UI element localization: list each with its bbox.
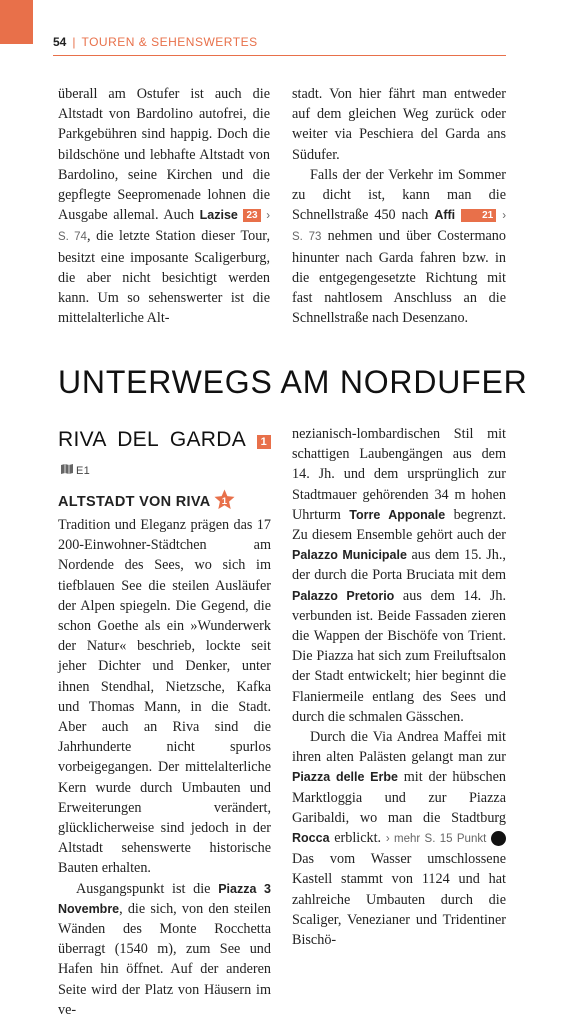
section-title: UNTERWEGS AM NORDUFER	[58, 364, 528, 400]
point-number-badge: 27	[491, 831, 506, 846]
page-reference[interactable]: › S. 73	[292, 210, 507, 244]
place-piazza-3-novembre: Piazza 3 Novembre	[58, 881, 272, 916]
place-piazza-delle-erbe: Piazza delle Erbe	[292, 770, 398, 785]
page-number: 54	[53, 35, 67, 49]
bottom-right-column	[292, 424, 520, 950]
star-icon	[214, 489, 235, 510]
page-reference[interactable]: › S. 74	[58, 210, 271, 244]
text: Durch die Via Andrea Maffei mit ihren alten Palästen gelangt man zur	[292, 729, 506, 766]
text: Ausgangspunkt ist die	[76, 880, 219, 897]
paragraph	[58, 84, 270, 328]
paragraph	[292, 165, 506, 329]
page-corner-tab	[0, 0, 33, 44]
place-affi: Affi	[434, 208, 456, 223]
top-right-column	[292, 84, 506, 328]
text: überall am Ostufer ist auch die Altstadt von Bardolino autofrei, die Parkgebühren sind happig. Doch die bildschöne und lebhafte Altstadt von Bardolino, seine Kirchen und die gepflegte Seepromenade lohnen die Ausgabe allemal. Auch	[58, 86, 270, 224]
header-separator: |	[72, 35, 76, 49]
place-palazzo-municipale: Palazzo Municipale	[292, 548, 407, 563]
paragraph	[58, 879, 271, 1020]
place-badge: 23	[243, 209, 260, 222]
text: nezianisch-lombardischen Stil mit schattigen Laubengängen aus dem 14. Jh. und dem ursprünglich zur Stadtmauer gehörenden 34 m hohen Uhrturm	[292, 426, 506, 523]
map-book-icon	[61, 464, 73, 474]
place-rocca: Rocca	[292, 831, 330, 846]
place-badge: 1	[257, 435, 271, 449]
header-section: TOUREN & SEHENSWERTES	[81, 35, 258, 49]
place-badge: 21	[461, 209, 496, 222]
text: , die letzte Station dieser Tour, besitzt eine imposante Scaligerburg, die aber nicht besichtigt werden kann. Um so sehenswerter ist die mittelalterliche Alt-	[58, 228, 271, 327]
paragraph	[292, 727, 520, 950]
paragraph: Tradition und Eleganz prägen das 17 200-Einwohner-Städtchen am Nordende des Sees, wo sich im tiefblauen See die steilen Ausläufer der Alpen spiegeln. Die Gegend, die schon Goethe als ein »Wunderwerk der Natur« beschrieb, lockte seit jeher Dichter und Denker, unter ihnen Stendhal, Nietzsche, Kafka und Thomas Mann, in die Stadt. Aber auch an Riva sind die Jahrhunderte nicht spurlos vorbeigegangen. Der mittelalterliche Kern wurde durch Umbauten und Erweiterungen verändert, glücklicherweise sind jedoch in der Altstadt sehenswerte historische Bauten erhalten.	[58, 517, 271, 877]
top-left-column	[58, 84, 270, 328]
text: , die sich, von den steilen Wänden des Monte Rocchetta überragt (1540 m), zum See und Hafen hin öffnet. Auf der anderen Seite wird der Platz von Häusern im ve-	[58, 900, 271, 1018]
page-reference[interactable]: › mehr S. 15 Punkt	[385, 833, 487, 846]
riva-heading	[58, 426, 271, 485]
paragraph: stadt. Von hier fährt man entweder auf dem gleichen Weg zurück oder weiter via Peschiera del Garda ans Südufer.	[292, 86, 506, 163]
text: nehmen und über Costermano hinunter nach Garda fahren bzw. in die entgegengesetzte Richtung mit fast nahtlosem Anschluss an die Schnellstraße nach Desenzano.	[292, 228, 506, 327]
text: aus dem 14. Jh. verbunden ist. Beide Fassaden zieren die Wappen der Bischöfe von Trient. Die Piazza hat sich zum Freiluftsalon der Stadt entwickelt; hier beginnt die Flaniermeile entlang des Sees und durch die schmalen Gässchen.	[292, 587, 506, 725]
riva-subtitle	[58, 489, 271, 514]
place-torre-apponale: Torre Apponale	[349, 507, 446, 522]
running-header	[53, 35, 506, 56]
place-palazzo-pretorio: Palazzo Pretorio	[292, 588, 395, 603]
riva-title: RIVA DEL GARDA	[58, 428, 245, 451]
star-number: 1	[222, 495, 228, 507]
text: Falls der der Verkehr im Sommer zu dicht ist, kann man die Schnellstraße 450 nach	[292, 166, 506, 224]
text: begrenzt. Zu diesem Ensemble gehört auch der	[292, 506, 506, 544]
text: Das vom Wasser umschlossene Kastell stammt von 1124 und hat zahlreiche Umbauten durch die Scaliger, Venezianer und Tridentiner Bischö-	[292, 851, 506, 949]
place-lazise: Lazise	[199, 208, 238, 223]
text: erblickt.	[329, 830, 386, 847]
subtitle-text: ALTSTADT VON RIVA	[58, 494, 210, 510]
bottom-left-column	[58, 426, 271, 1020]
text: mit der hübschen Marktloggia und zur Piazza Garibaldi, wo man die Stadtburg	[292, 769, 506, 826]
text: aus dem 15. Jh., der durch die Porta Bruciata mit dem	[292, 547, 506, 584]
map-grid-ref: E1	[76, 465, 91, 477]
paragraph	[292, 424, 506, 727]
